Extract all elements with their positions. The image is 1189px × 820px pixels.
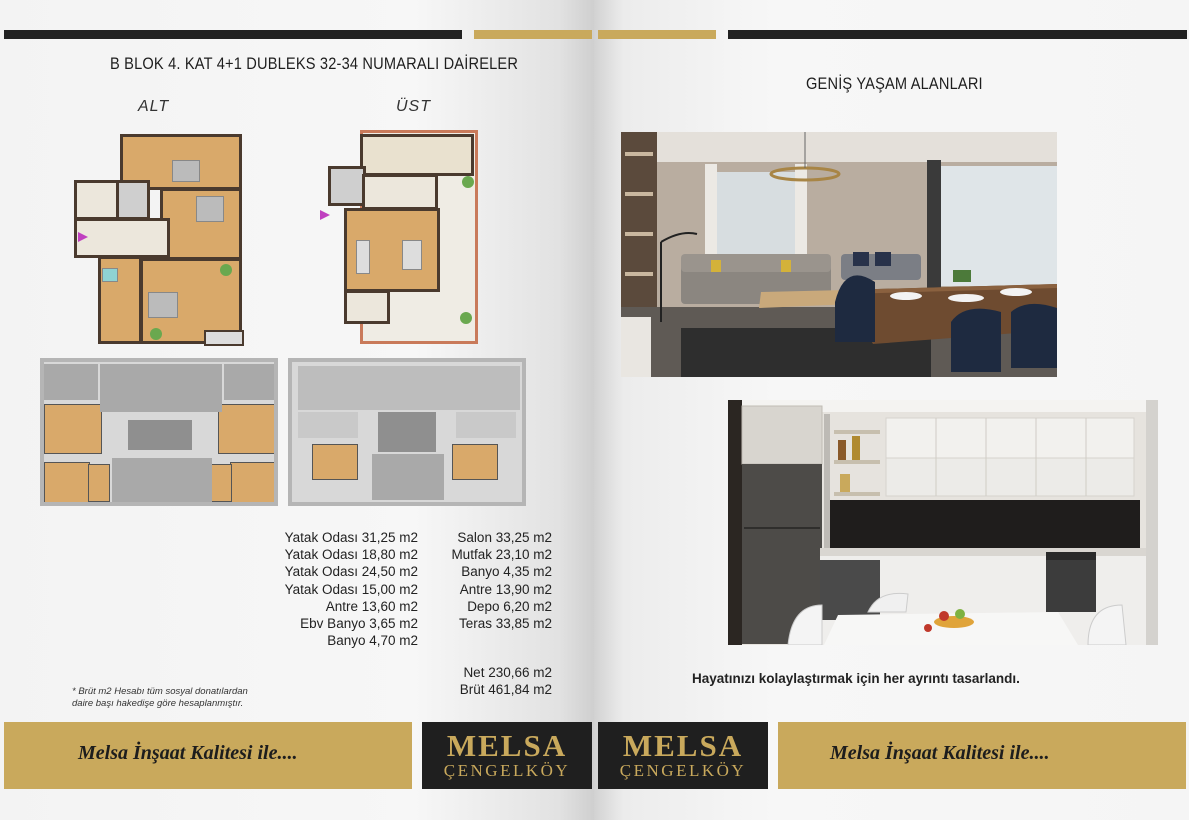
- living-room-photo: [621, 132, 1057, 377]
- area-item: Banyo 4,70 m2: [327, 633, 418, 649]
- area-item: Banyo 4,35 m2: [461, 564, 552, 580]
- floor-plan-title: B BLOK 4. KAT 4+1 DUBLEKS 32-34 NUMARALI DAİRELER: [110, 54, 519, 73]
- logo-location: ÇENGELKÖY: [443, 761, 571, 780]
- kitchen-photo: [728, 400, 1158, 645]
- area-list-left: [250, 529, 418, 649]
- logo-name: MELSA: [446, 728, 568, 763]
- right-slogan-banner: [778, 722, 1186, 789]
- upper-floor-plan: [316, 128, 482, 348]
- gross-area-footnote: * Brüt m2 Hesabı tüm sosyal donatılardan daire başı hakedişe göre hesaplanmıştır.: [72, 686, 248, 709]
- area-item: Antre 13,60 m2: [325, 598, 418, 614]
- lower-site-plan: [40, 358, 278, 506]
- entrance-arrow-icon: [320, 210, 330, 220]
- left-logo: [422, 722, 592, 789]
- top-bar-dark: [728, 30, 1187, 39]
- top-bar-gold: [474, 30, 592, 39]
- gross-area: Brüt 461,84 m2: [459, 682, 552, 698]
- left-page: [0, 0, 594, 820]
- area-list-right: [420, 529, 552, 632]
- area-item: Salon 33,25 m2: [457, 530, 552, 545]
- area-item: Antre 13,90 m2: [459, 581, 552, 597]
- area-item: Yatak Odası 24,50 m2: [284, 564, 418, 580]
- logo-name: MELSA: [622, 728, 744, 763]
- area-item: Ebv Banyo 3,65 m2: [300, 616, 418, 632]
- net-area: Net 230,66 m2: [463, 665, 552, 680]
- kitchen-caption: Hayatınızı kolaylaştırmak için her ayrıntı tasarlandı.: [692, 671, 1020, 686]
- lower-floor-plan: [72, 132, 248, 348]
- right-logo: [598, 722, 768, 789]
- area-item: Yatak Odası 15,00 m2: [284, 581, 418, 597]
- area-item: Yatak Odası 31,25 m2: [284, 530, 418, 545]
- upper-floor-label: ÜST: [396, 98, 431, 115]
- area-item: Teras 33,85 m2: [458, 616, 552, 632]
- left-slogan-banner: [4, 722, 412, 789]
- area-totals: [420, 664, 552, 698]
- right-page: [594, 0, 1189, 820]
- upper-site-plan: [288, 358, 526, 506]
- left-slogan: Melsa İnşaat Kalitesi ile....: [78, 742, 298, 764]
- lower-floor-label: ALT: [138, 98, 170, 115]
- top-bar-dark: [4, 30, 462, 39]
- right-slogan: Melsa İnşaat Kalitesi ile....: [830, 742, 1050, 764]
- logo-location: ÇENGELKÖY: [619, 761, 747, 780]
- area-item: Yatak Odası 18,80 m2: [284, 547, 418, 563]
- top-bar-gold: [598, 30, 716, 39]
- area-item: Mutfak 23,10 m2: [451, 547, 552, 563]
- area-item: Depo 6,20 m2: [467, 598, 552, 614]
- living-spaces-title: GENİŞ YAŞAM ALANLARI: [806, 74, 983, 93]
